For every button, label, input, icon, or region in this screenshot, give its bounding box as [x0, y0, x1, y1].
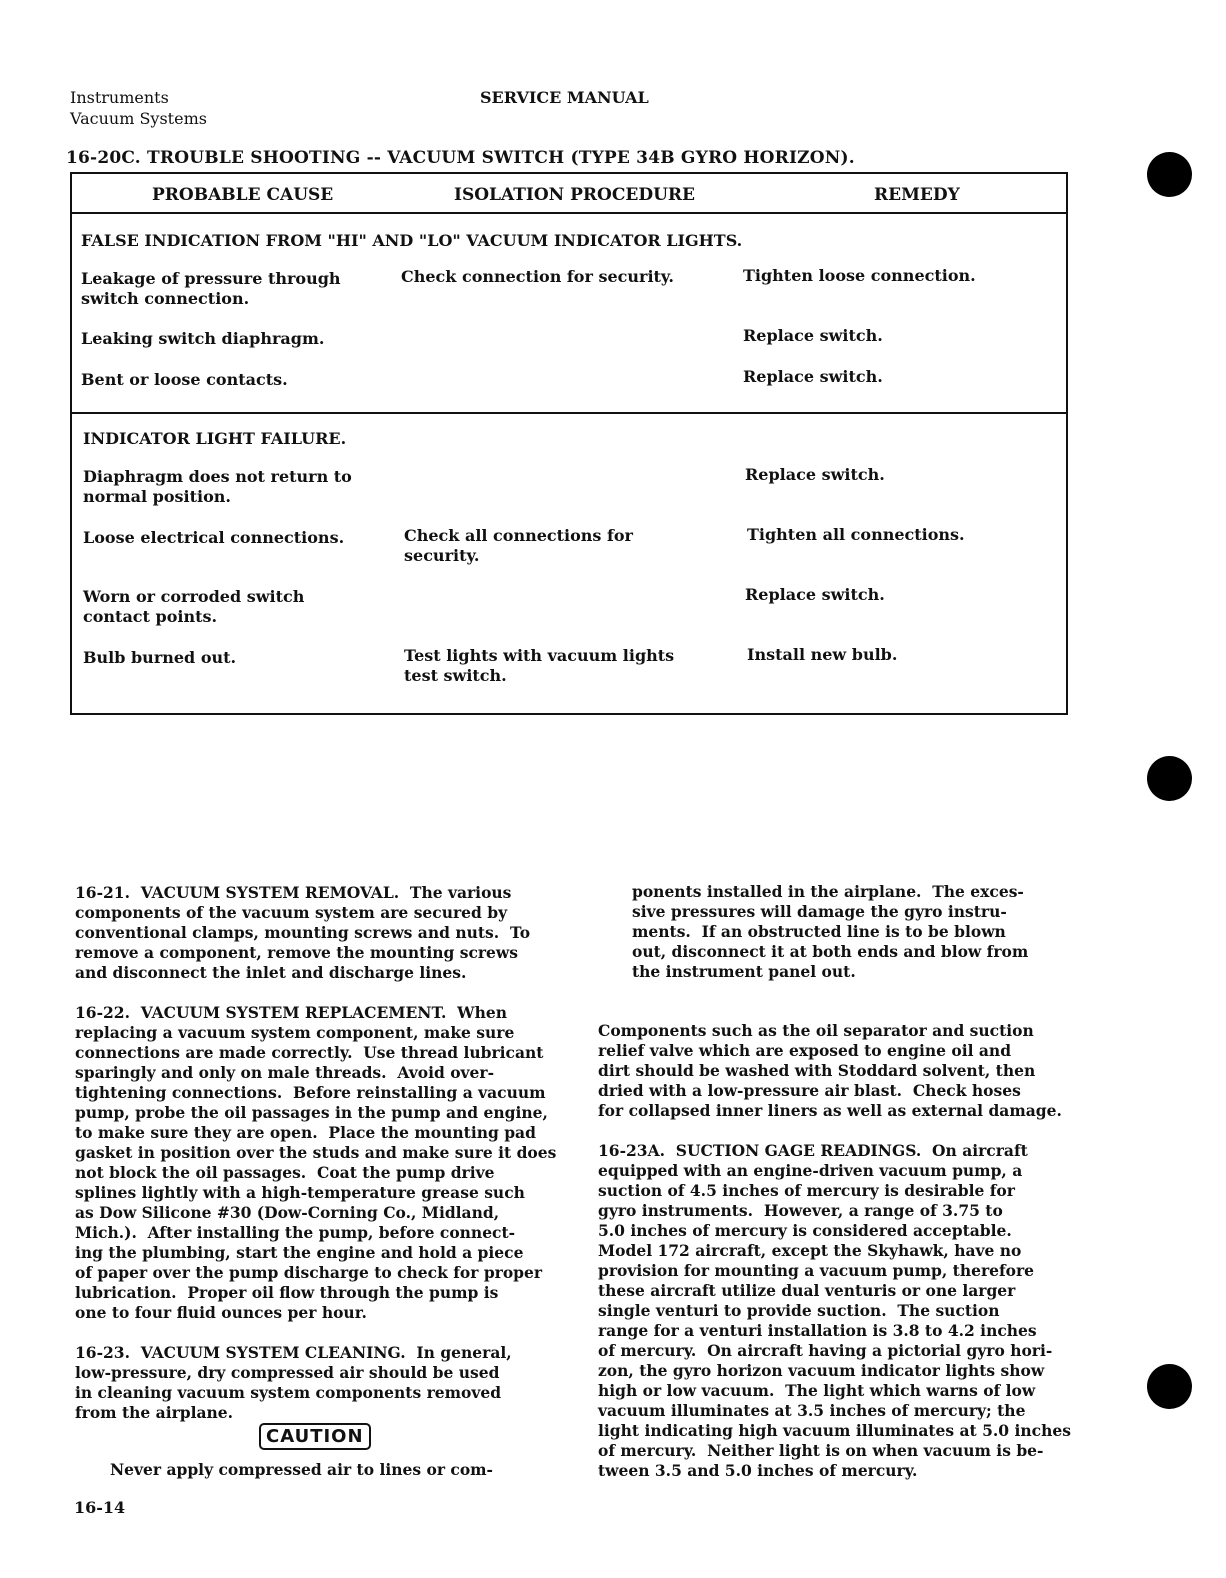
binder-hole-bottom [1147, 1364, 1192, 1409]
table-row-remedy: Replace switch. [745, 465, 885, 484]
page-number: 16-14 [74, 1498, 126, 1517]
table-row-remedy: Replace switch. [745, 585, 885, 604]
section-heading-false-indication: FALSE INDICATION FROM "HI" AND "LO" VACUUM INDICATOR LIGHTS. [81, 231, 743, 250]
header-section [70, 87, 207, 129]
section-divider [72, 412, 1066, 414]
right-column-text: Components such as the oil separator and suction relief valve which are exposed to engine oil and dirt should be washed with Stoddard solvent, then dried with a low-pressure air blast. Check hoses for collapsed inner liners as well as external damage. 16-23A. SUCTION GAGE READINGS. On aircraft equipped with an engine-driven vacuum pump, a suction of 4.5 inches of mercury is desirable for gyro instruments. However, a range of 3.75 to 5.0 inches of mercury is considered acceptable. Model 172 aircraft, except the Skyhawk, have no provision for mounting a vacuum pump, therefore these aircraft utilize dual venturis or one larger single venturi to provide suction. The suction range for a venturi installation is 3.8 to 4.2 inches of mercury. On aircraft having a pictorial gyro hori- zon, the gyro horizon vacuum indicator lights show high or low vacuum. The light which warns of low vacuum illuminates at 3.5 inches of mercury; the light indicating high vacuum illuminates at 5.0 inches of mercury. Neither light is on when vacuum is be- tween 3.5 and 5.0 inches of mercury. [598, 1021, 1071, 1480]
binder-hole-middle [1147, 756, 1192, 801]
table-row-procedure: Check connection for security. [401, 267, 674, 286]
header-section-line1: Instruments [70, 88, 169, 107]
caution-text: Never apply compressed air to lines or com- [110, 1460, 493, 1479]
section-heading-indicator-light-failure: INDICATOR LIGHT FAILURE. [83, 429, 347, 448]
table-row-cause: Diaphragm does not return to normal position. [83, 467, 352, 506]
binder-hole-top [1147, 152, 1192, 197]
table-row-remedy: Tighten loose connection. [743, 266, 976, 285]
header-section-line2: Vacuum Systems [70, 109, 207, 128]
caution-label: CAUTION [259, 1423, 371, 1450]
table-title: 16-20C. TROUBLE SHOOTING -- VACUUM SWITCH (TYPE 34B GYRO HORIZON). [66, 148, 855, 168]
table-row-remedy: Replace switch. [743, 326, 883, 345]
column-header-remedy: REMEDY [874, 185, 960, 205]
column-header-probable-cause: PROBABLE CAUSE [152, 185, 334, 205]
caution-continuation-text: ponents installed in the airplane. The exces- sive pressures will damage the gyro instru- ments. If an obstructed line is to be blown out, disconnect it at both ends and blow from the instrument panel out. [632, 882, 1029, 981]
header-divider [72, 212, 1066, 214]
left-column-text: 16-21. VACUUM SYSTEM REMOVAL. The various components of the vacuum system are secured by conventional clamps, mounting screws and nuts. To remove a component, remove the mounting screws and disconnect the inlet and discharge lines. 16-22. VACUUM SYSTEM REPLACEMENT. When replacing a vacuum system component, make sure connections are made correctly. Use thread lubricant sparingly and only on male threads. Avoid over- tightening connections. Before reinstalling a vacuum pump, probe the oil passages in the pump and engine, to make sure they are open. Place the mounting pad gasket in position over the studs and make sure it does not block the oil passages. Coat the pump drive splines lightly with a high-temperature grease such as Dow Silicone #30 (Dow-Corning Co., Midland, Mich.). After installing the pump, before connect- ing the plumbing, start the engine and hold a piece of paper over the pump discharge to check for proper lubrication. Proper oil flow through the pump is one to four fluid ounces per hour. 16-23. VACUUM SYSTEM CLEANING. In general, low-pressure, dry compressed air should be used in cleaning vacuum system components removed from the airplane. [75, 883, 557, 1422]
header-manual-title: SERVICE MANUAL [480, 88, 649, 107]
table-row-remedy: Replace switch. [743, 367, 883, 386]
column-header-isolation-procedure: ISOLATION PROCEDURE [454, 185, 695, 205]
table-row-cause: Worn or corroded switch contact points. [83, 587, 305, 626]
table-row-procedure: Check all connections for security. [404, 526, 633, 565]
table-row-cause: Bent or loose contacts. [81, 370, 288, 389]
table-row-remedy: Install new bulb. [747, 645, 898, 664]
table-row-remedy: Tighten all connections. [747, 525, 965, 544]
table-row-procedure: Test lights with vacuum lights test switch. [404, 646, 675, 685]
troubleshooting-table [70, 172, 1068, 715]
table-row-cause: Loose electrical connections. [83, 528, 345, 547]
table-row-cause: Bulb burned out. [83, 648, 237, 667]
table-row-cause: Leaking switch diaphragm. [81, 329, 325, 348]
table-row-cause: Leakage of pressure through switch connection. [81, 269, 341, 308]
